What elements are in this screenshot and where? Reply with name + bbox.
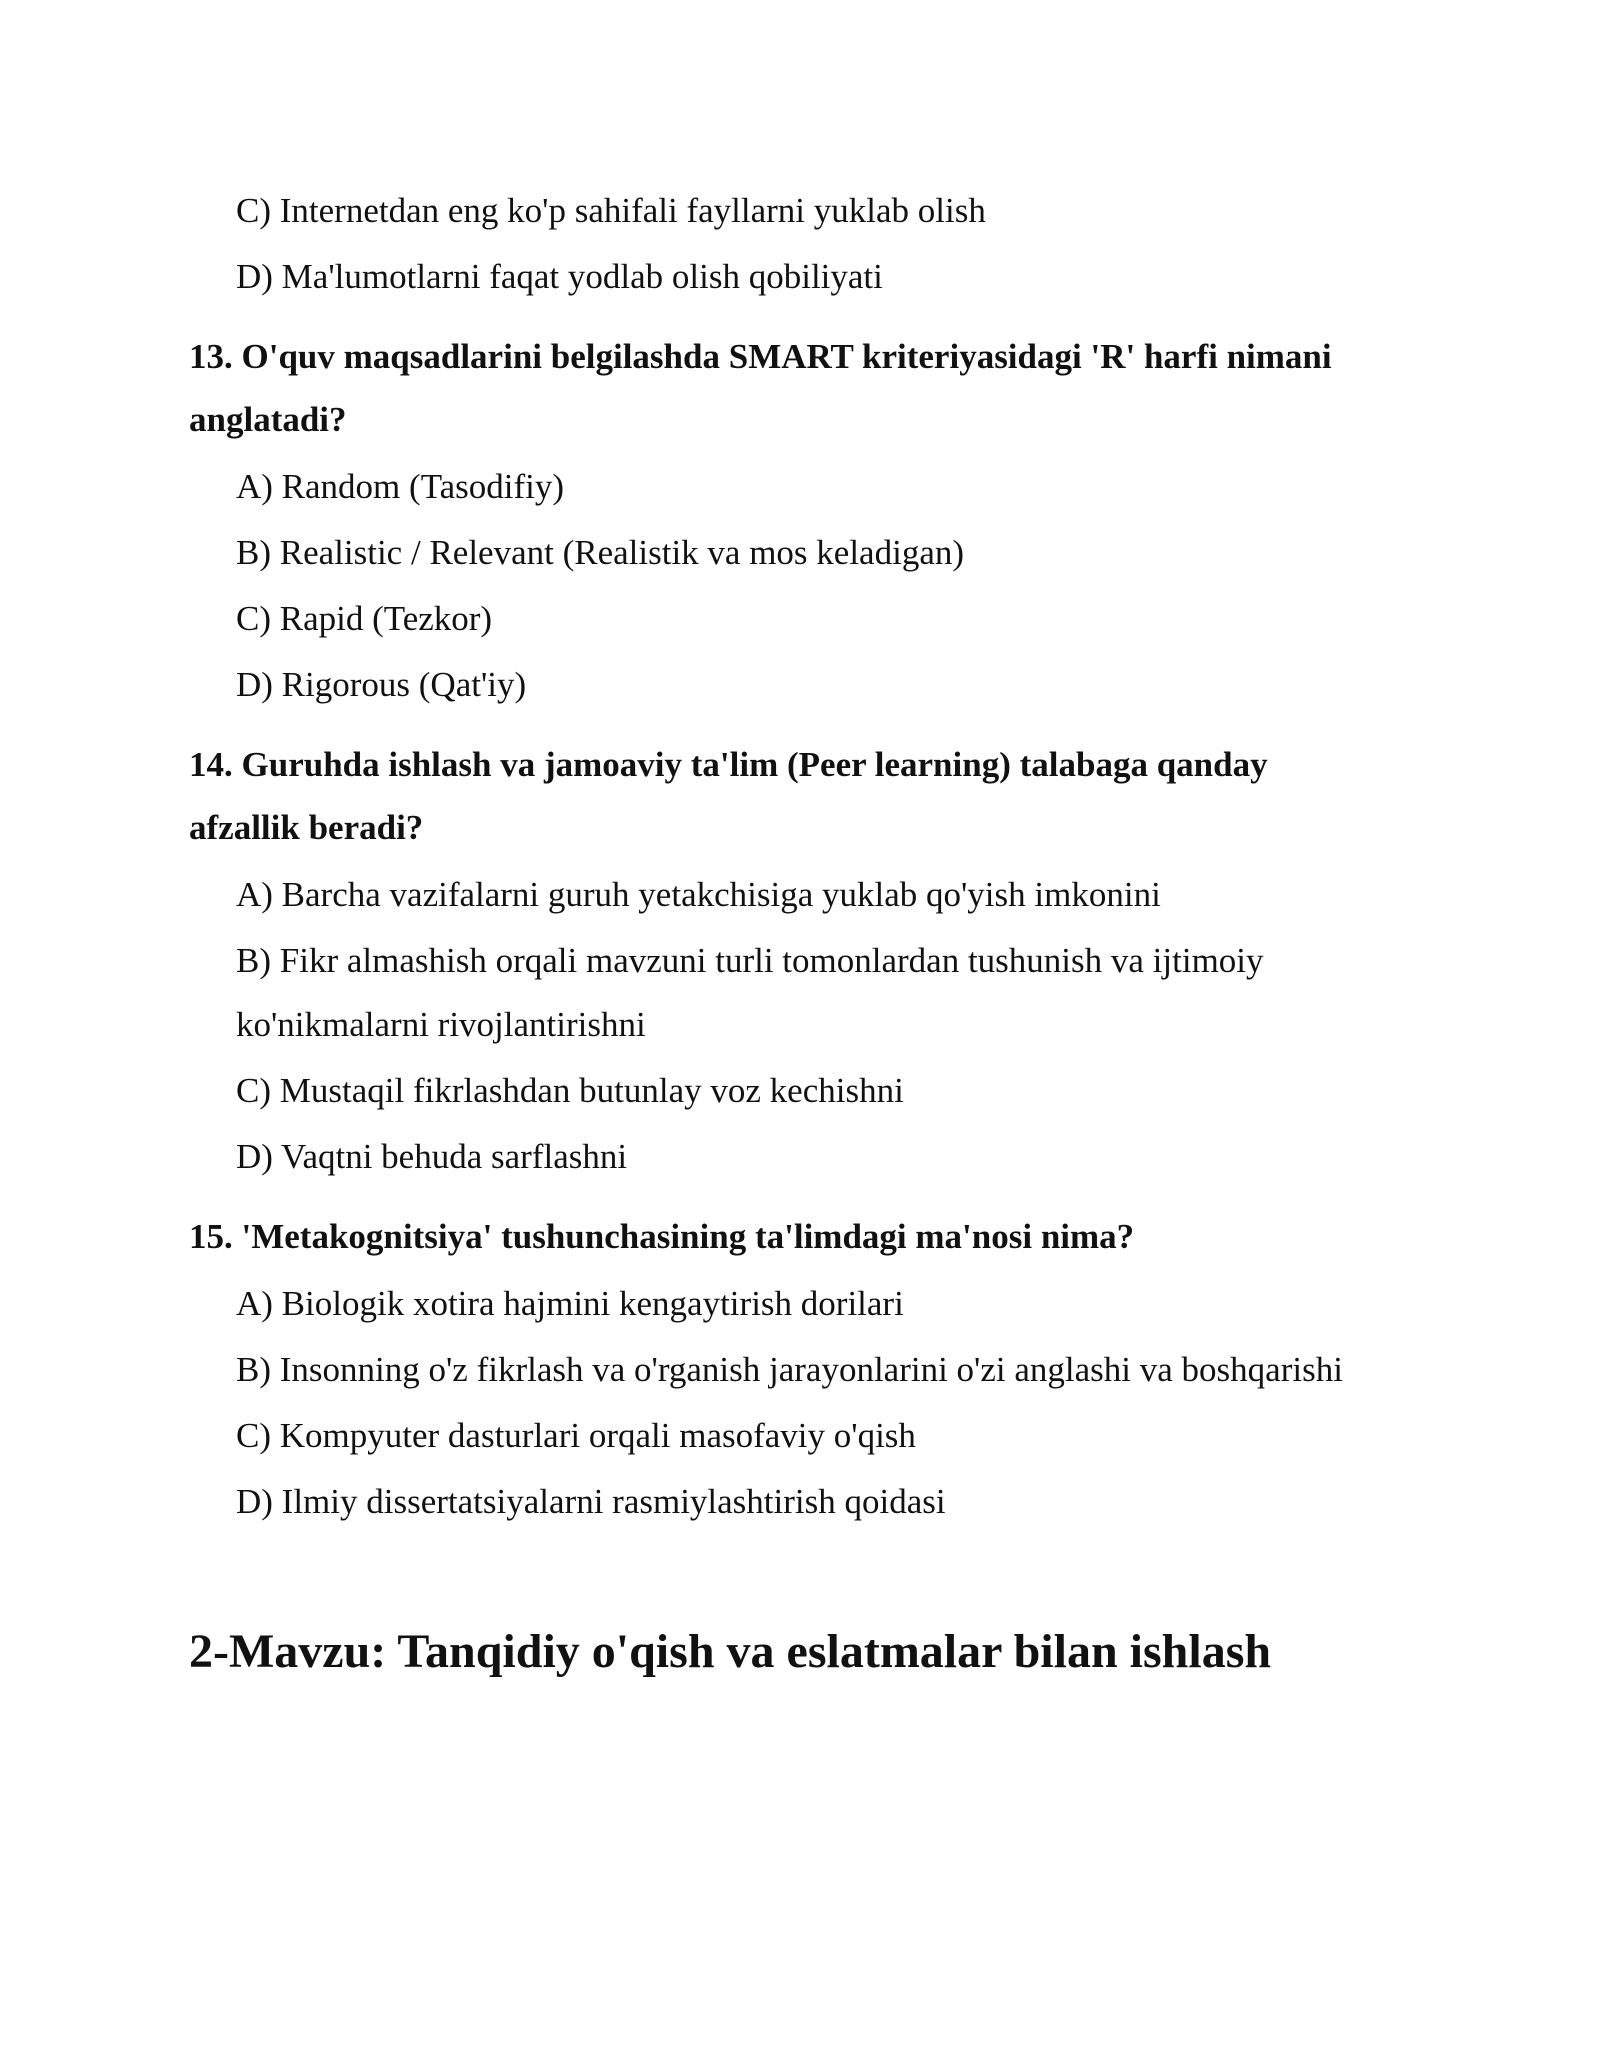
question-13-option-c: C) Rapid (Tezkor) bbox=[236, 599, 493, 638]
question-13-option-b: B) Realistic / Relevant (Realistik va mos keladigan) bbox=[236, 533, 965, 572]
question-14-option-b: B) Fikr almashish orqali mavzuni turli tomonlardan tushunish va ijtimoiy bbox=[236, 941, 1264, 980]
question-15-option-c: C) Kompyuter dasturlari orqali masofaviy o'qish bbox=[236, 1416, 916, 1455]
question-15-option-d: D) Ilmiy dissertatsiyalarni rasmiylashtirish qoidasi bbox=[236, 1482, 946, 1521]
question-13-title: 13. O'quv maqsadlarini belgilashda SMART kriteriyasidagi 'R' harfi nimani bbox=[189, 337, 1332, 376]
question-14-option-a: A) Barcha vazifalarni guruh yetakchisiga yuklab qo'yish imkonini bbox=[236, 875, 1161, 914]
option-c: C) Internetdan eng ko'p sahifali fayllarni yuklab olish bbox=[236, 191, 986, 230]
question-15-option-b: B) Insonning o'z fikrlash va o'rganish jarayonlarini o'zi anglashi va boshqarishi bbox=[236, 1350, 1343, 1389]
question-15-option-a: A) Biologik xotira hajmini kengaytirish dorilari bbox=[236, 1284, 904, 1323]
question-14-option-b-cont: ko'nikmalarni rivojlantirishni bbox=[236, 1005, 646, 1044]
question-13-option-d: D) Rigorous (Qat'iy) bbox=[236, 665, 527, 704]
question-14-title: 14. Guruhda ishlash va jamoaviy ta'lim (Peer learning) talabaga qanday bbox=[189, 745, 1268, 784]
section-heading: 2-Mavzu: Tanqidiy o'qish va eslatmalar bilan ishlash bbox=[189, 1625, 1272, 1678]
option-d: D) Ma'lumotlarni faqat yodlab olish qobiliyati bbox=[236, 257, 883, 296]
question-15-title: 15. 'Metakognitsiya' tushunchasining ta'limdagi ma'nosi nima? bbox=[189, 1217, 1135, 1256]
question-13-option-a: A) Random (Tasodifiy) bbox=[236, 467, 565, 506]
question-14-option-c: C) Mustaqil fikrlashdan butunlay voz kechishni bbox=[236, 1071, 904, 1110]
question-14-title-cont: afzallik beradi? bbox=[189, 808, 424, 847]
question-14-option-d: D) Vaqtni behuda sarflashni bbox=[236, 1137, 628, 1176]
question-13-title-cont: anglatadi? bbox=[189, 400, 347, 439]
